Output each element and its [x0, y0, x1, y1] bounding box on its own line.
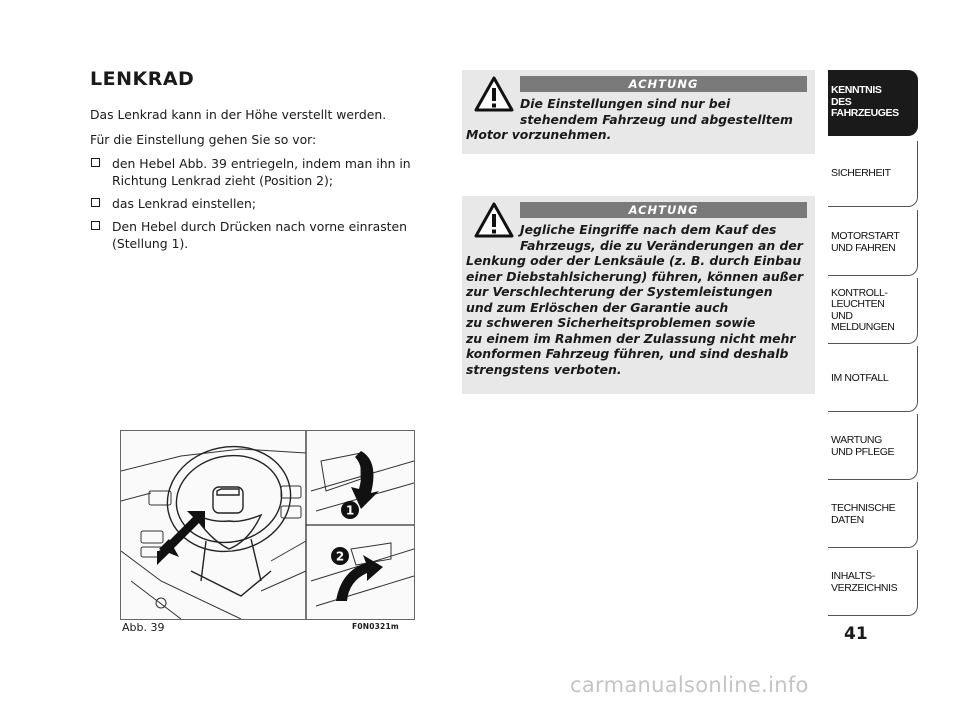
sidebar-tab-kenntnis[interactable]: KENNTNIS DES FAHRZEUGES [828, 70, 918, 136]
intro-paragraph: Das Lenkrad kann in der Höhe verstellt werden. [90, 107, 387, 122]
sidebar-tab-sicherheit[interactable]: SICHERHEIT [828, 141, 918, 207]
sidebar-tab-wartung[interactable]: WARTUNG UND PFLEGE [828, 414, 918, 480]
sidebar-tab-inhaltsverzeichnis[interactable]: INHALTS- VERZEICHNIS [828, 550, 918, 616]
figure-code: F0N0321m [352, 622, 399, 631]
sidebar-tab-technische-daten[interactable]: TECHNISCHE DATEN [828, 482, 918, 548]
watermark: carmanualsonline.info [570, 673, 809, 697]
sidebar-tab-kontrollleuchten[interactable]: KONTROLL- LEUCHTEN UND MELDUNGEN [828, 278, 918, 344]
steering-wheel-drawing [121, 431, 414, 619]
position-2-label: 2 [335, 549, 345, 564]
list-item: das Lenkrad einstellen; [90, 195, 430, 212]
checkbox-bullet-icon [91, 221, 100, 230]
section-title: LENKRAD [90, 68, 195, 90]
list-item: Den Hebel durch Drücken nach vorne einrasten (Stellung 1). [90, 218, 430, 252]
checkbox-bullet-icon [91, 158, 100, 167]
list-item: den Hebel Abb. 39 entriegeln, indem man ihn in Richtung Lenkrad zieht (Position 2); [90, 155, 430, 189]
sidebar-tab-motorstart[interactable]: MOTORSTART UND FAHREN [828, 210, 918, 276]
instruction-list [90, 155, 430, 258]
position-1-label: 1 [345, 503, 355, 518]
steering-wheel-illustration [120, 430, 415, 620]
page-number: 41 [844, 624, 868, 644]
instruction-paragraph: Für die Einstellung gehen Sie so vor: [90, 132, 317, 147]
warning-text: Jegliche Eingriffe nach dem Kauf des Fahrzeugs, die zu Veränderungen an der Lenkung oder der Lenksäule (z. B. durch Einbau einer Diebstahlsicherung) führen, können außer zur Verschlechterung der Systemleistungen und zum Erlöschen der Garantie auch zu schweren Sicherheitsproblemen sowie zu einem im Rahmen der Zulassung nicht mehr konformen Fahrzeug führen, und sind deshalb strengstens verboten. [466, 222, 804, 377]
sidebar-tab-notfall[interactable]: IM NOTFALL [828, 346, 918, 412]
warning-box [462, 70, 815, 154]
warning-box [462, 196, 815, 394]
warning-heading: ACHTUNG [520, 76, 807, 92]
warning-text: Die Einstellungen sind nur bei stehendem Fahrzeug und abgestelltem Motor vorzunehmen. [466, 96, 793, 142]
figure-caption: Abb. 39 [122, 621, 165, 634]
checkbox-bullet-icon [91, 198, 100, 207]
warning-heading: ACHTUNG [520, 202, 807, 218]
